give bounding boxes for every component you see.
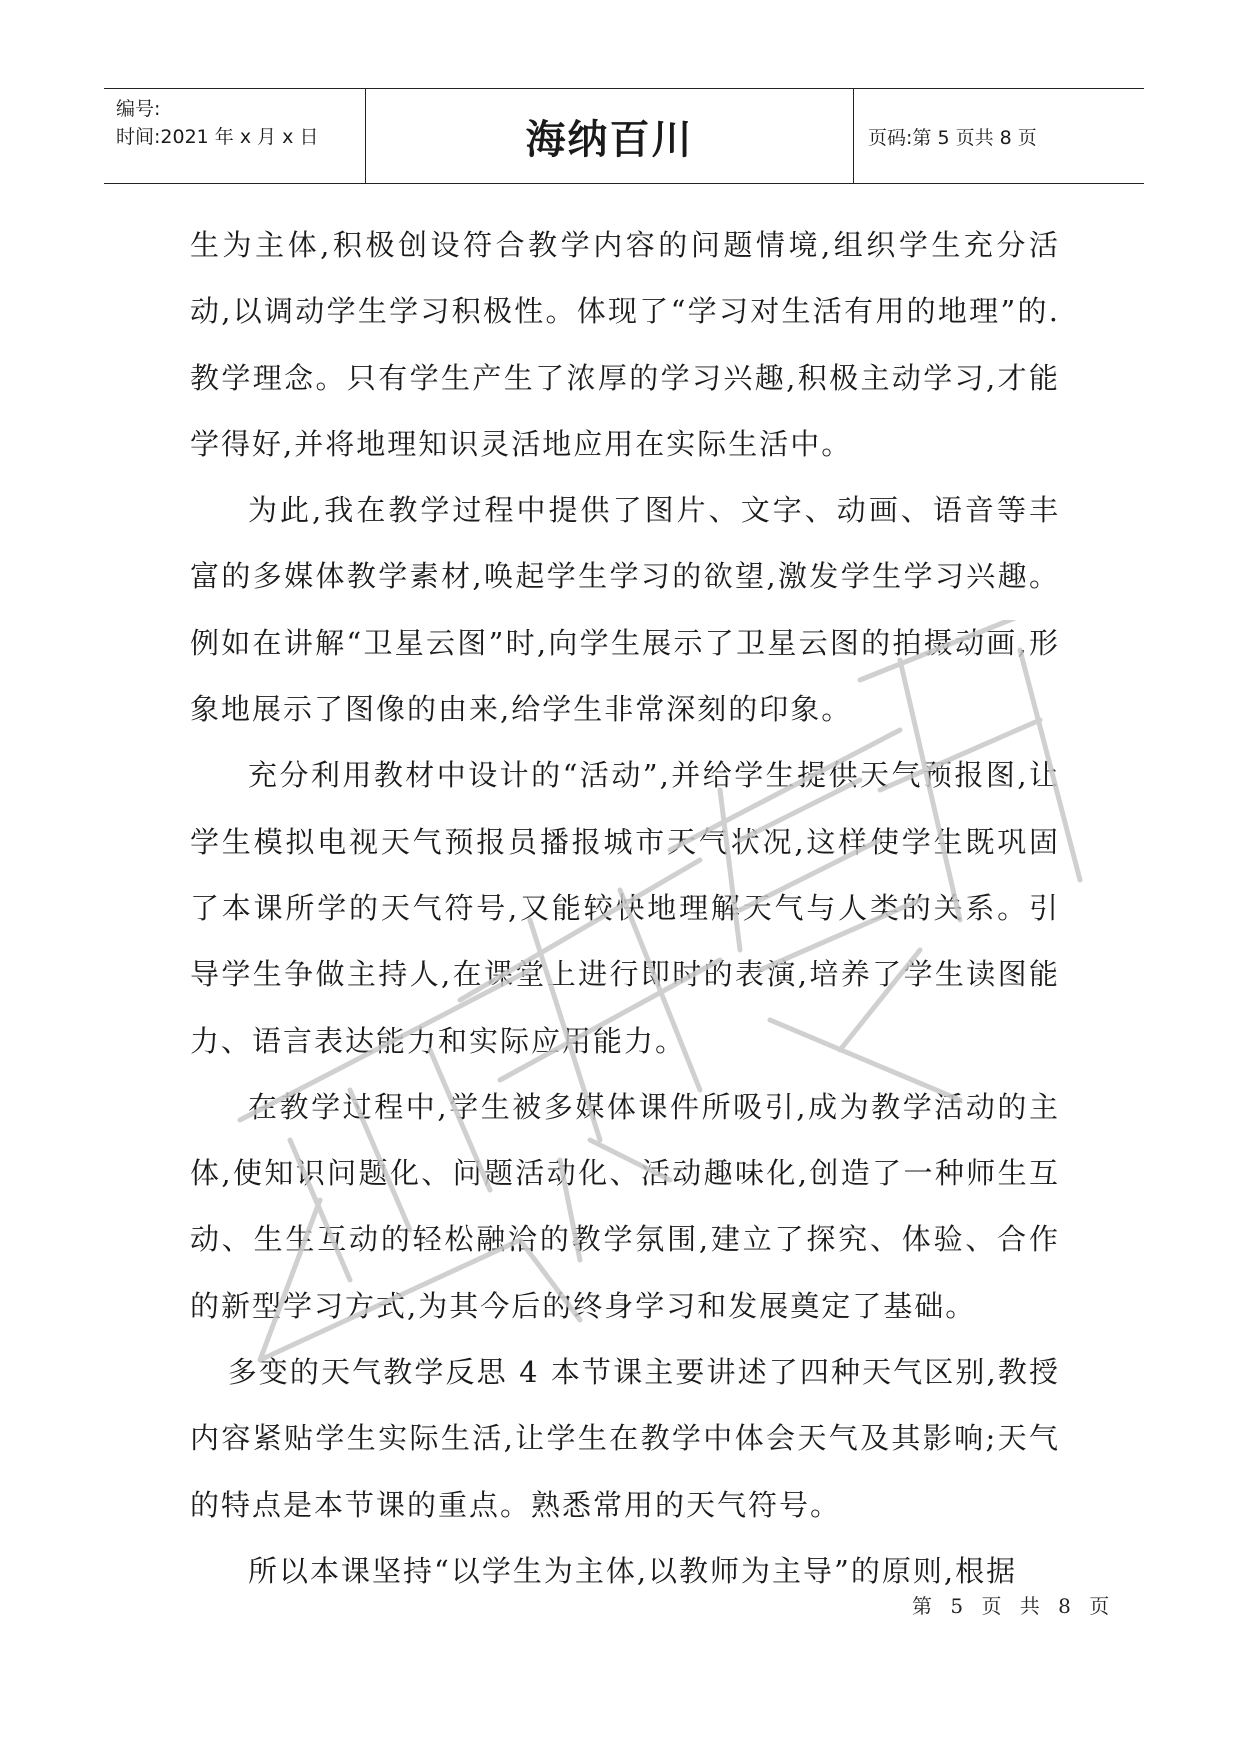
paragraph-2: 为此,我在教学过程中提供了图片、文字、动画、语音等丰富的多媒体教学素材,唤起学生学习的欲望,激发学生学习兴趣。例如在讲解“卫星云图”时,向学生展示了卫星云图的拍摄动画,形象地展示了图像的由来,给学生非常深刻的印象。 xyxy=(190,493,1060,727)
page-header xyxy=(104,88,1144,184)
paragraph-3: 充分利用教材中设计的“活动”,并给学生提供天气预报图,让学生模拟电视天气预报员播报城市天气状况,这样使学生既巩固了本课所学的天气符号,又能较快地理解天气与人类的关系。引导学生争做主持人,在课堂上进行即时的表演,培养了学生读图能力、语言表达能力和实际应用能力。 xyxy=(190,758,1060,1058)
document-time-label: 时间:2021 年 x 月 x 日 xyxy=(116,126,319,148)
paragraph-1: 生为主体,积极创设符合教学内容的问题情境,组织学生充分活动,以调动学生学习积极性。体现了“学习对生活有用的地理”的.教学理念。只有学生产生了浓厚的学习兴趣,积极主动学习,才能学得好,并将地理知识灵活地应用在实际生活中。 xyxy=(190,228,1060,461)
header-page-label: 页码:第 5 页共 8 页 xyxy=(868,126,1037,149)
paragraph-4: 在教学过程中,学生被多媒体课件所吸引,成为教学活动的主体,使知识问题化、问题活动化、活动趣味化,创造了一种师生互动、生生互动的轻松融洽的教学氛围,建立了探究、体验、合作的新型学习方式,为其今后的终身学习和发展奠定了基础。 xyxy=(190,1089,1060,1323)
header-title: 海纳百川 xyxy=(366,89,854,183)
page-footer: 第 5 页 共 8 页 xyxy=(912,1594,1116,1618)
document-number-label: 编号: xyxy=(116,98,161,120)
paragraph-6: 所以本课坚持“以学生为主体,以教师为主导”的原则,根据 xyxy=(248,1553,1018,1588)
header-meta xyxy=(104,89,366,183)
paragraph-5: 多变的天气教学反思 4 本节课主要讲述了四种天气区别,教授内容紧贴学生实际生活,让学生在教学中体会天气及其影响;天气的特点是本节课的重点。熟悉常用的天气符号。 xyxy=(190,1355,1060,1522)
document-body xyxy=(190,212,1060,1604)
